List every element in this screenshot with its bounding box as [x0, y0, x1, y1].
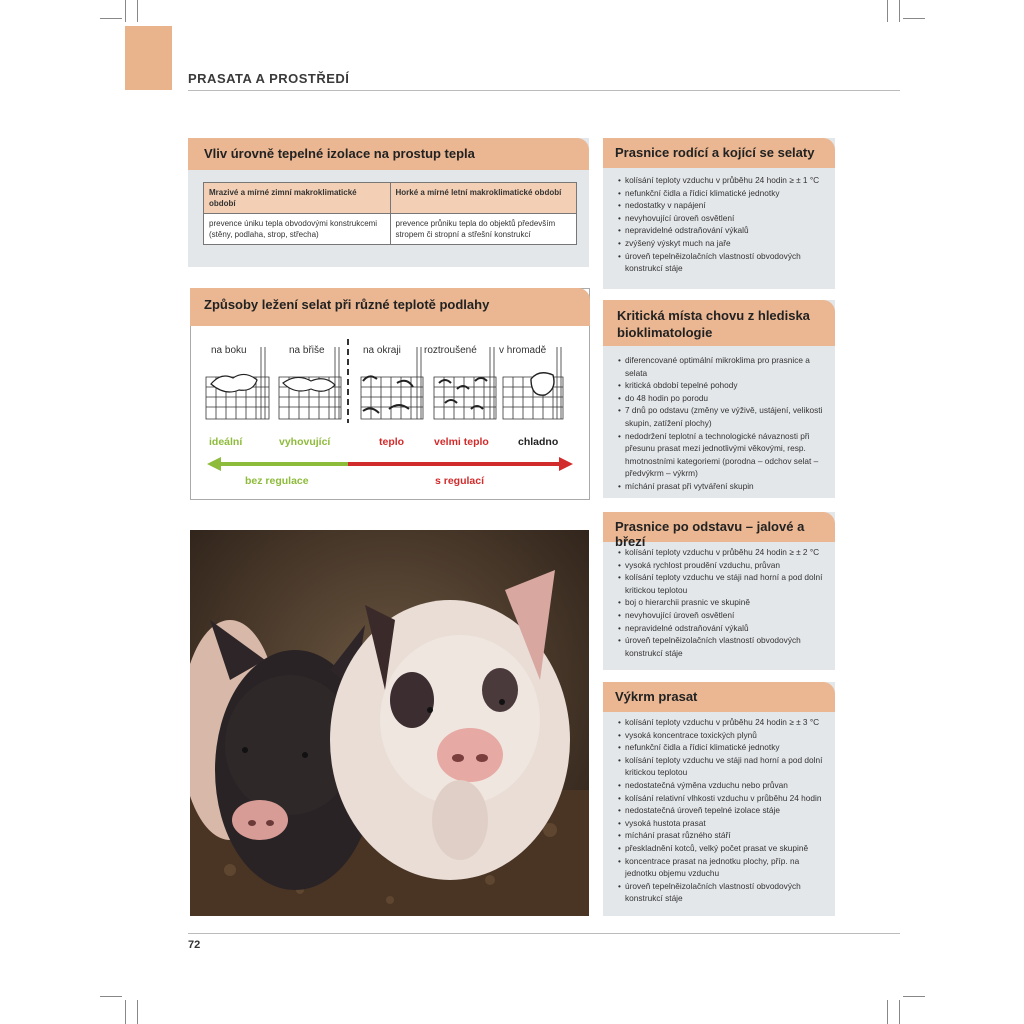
crop-mark — [137, 1000, 138, 1024]
list-item: • nedostatečná výměna vzduchu nebo průvan — [618, 779, 827, 792]
left-arrowhead — [207, 457, 221, 471]
crop-mark — [125, 1000, 126, 1024]
list-item: • míchání prasat při vytváření skupin — [618, 480, 827, 493]
list-item: • kolísání relativní vlhkosti vzduchu v průběhu 24 hodin — [618, 792, 827, 805]
crop-mark — [899, 0, 900, 22]
farrowing-sows-list — [618, 174, 827, 275]
position-label: na boku — [211, 345, 247, 356]
list-item: • 7 dnů po odstavu (změny ve výživě, ustájení, velikosti skupin, zatížení plochy) — [618, 404, 827, 429]
position-label: na okraji — [363, 345, 401, 356]
list-item: • nevyhovující úroveň osvětlení — [618, 212, 827, 225]
footer-rule — [188, 933, 900, 934]
list-item: • nepravidelné odstraňování výkalů — [618, 224, 827, 237]
insulation-panel — [188, 138, 589, 267]
piglets-photo — [190, 530, 589, 916]
list-item: • vysoká rychlost proudění vzduchu, průvan — [618, 559, 827, 572]
list-item: • nedodržení teplotní a technologické návaznosti při přesunu prasat mezi jednotlivými věkovými, resp. hmotnostními kategoriemi (porodna – odchov selat – předvýkrm – výkrm) — [618, 430, 827, 480]
list-item: • přeskladnění kotců, velký počet prasat ve skupině — [618, 842, 827, 855]
table-header-winter: Mrazivé a mírné zimní makroklimatické období — [204, 183, 391, 214]
list-item: • nepravidelné odstraňování výkalů — [618, 622, 827, 635]
regulation-arrows — [191, 453, 589, 477]
crop-mark — [903, 18, 925, 19]
list-item: • úroveň tepelněizolačních vlastností obvodových konstrukcí stáje — [618, 250, 827, 275]
list-item: • kolísání teploty vzduchu v průběhu 24 hodin ≥ ± 2 °C — [618, 546, 827, 559]
position-label: roztroušené — [424, 345, 477, 356]
list-item: • nefunkční čidla a řídicí klimatické jednotky — [618, 187, 827, 200]
list-item: • koncentrace prasat na jednotku plochy, příp. na jednotku objemu vzduchu — [618, 855, 827, 880]
insulation-title: Vliv úrovně tepelné izolace na prostup tepla — [188, 138, 589, 170]
list-item: • míchání prasat různého stáří — [618, 829, 827, 842]
critical-points-title: Kritická místa chovu z hlediska bioklimatologie — [603, 300, 835, 346]
list-item: • úroveň tepelněizolačních vlastností obvodových konstrukcí stáje — [618, 634, 827, 659]
weaned-sows-title: Prasnice po odstavu – jalové a březí — [603, 512, 835, 542]
right-arrowhead — [559, 457, 573, 471]
crop-mark — [887, 0, 888, 22]
crop-mark — [125, 0, 126, 22]
table-cell-summer: prevence průniku tepla do objektů především stropem či stropní a střešní konstrukcí — [390, 214, 577, 245]
no-regulation-label: bez regulace — [245, 475, 309, 487]
crop-mark — [899, 1000, 900, 1024]
list-item: • nefunkční čidla a řídicí klimatické jednotky — [618, 741, 827, 754]
weaned-sows-panel — [603, 512, 835, 670]
list-item: • úroveň tepelněizolačních vlastností obvodových konstrukcí stáje — [618, 880, 827, 905]
critical-points-list — [618, 354, 827, 493]
category-label: chladno — [518, 436, 559, 448]
pen-illustration — [503, 347, 563, 419]
running-header: PRASATA A PROSTŘEDÍ — [188, 71, 350, 86]
page-number: 72 — [188, 939, 201, 951]
list-item: • nevyhovující úroveň osvětlení — [618, 609, 827, 622]
lying-title: Způsoby ležení selat při různé teplotě podlahy — [190, 288, 590, 326]
pen-illustration — [434, 347, 496, 419]
farrowing-sows-title: Prasnice rodící a kojící se selaty — [603, 138, 835, 168]
critical-points-panel — [603, 300, 835, 498]
list-item: • kolísání teploty vzduchu ve stáji nad horní a pod dolní kritickou teplotou — [618, 754, 827, 779]
position-label: na břiše — [289, 345, 325, 356]
list-item: • nedostatečná úroveň tepelné izolace stáje — [618, 804, 827, 817]
list-item: • kolísání teploty vzduchu v průběhu 24 hodin ≥ ± 1 °C — [618, 174, 827, 187]
position-label: v hromadě — [499, 345, 547, 356]
fattening-title: Výkrm prasat — [603, 682, 835, 712]
list-item: • kritická období tepelné pohody — [618, 379, 827, 392]
lying-diagram — [190, 288, 590, 500]
list-item: • diferencované optimální mikroklima pro prasnice a selata — [618, 354, 827, 379]
crop-mark — [100, 18, 122, 19]
pen-illustration — [206, 347, 269, 419]
header-rule — [188, 90, 900, 91]
regulation-label: s regulací — [435, 475, 485, 487]
table-cell-winter: prevence úniku tepla obvodovými konstrukcemi (stěny, podlaha, strop, střecha) — [204, 214, 391, 245]
list-item: • do 48 hodin po porodu — [618, 392, 827, 405]
list-item: • boj o hierarchii prasnic ve skupině — [618, 596, 827, 609]
category-label: teplo — [379, 436, 405, 448]
farrowing-sows-panel — [603, 138, 835, 289]
category-label: vyhovující — [279, 436, 331, 448]
list-item: • kolísání teploty vzduchu v průběhu 24 hodin ≥ ± 3 °C — [618, 716, 827, 729]
list-item: • vysoká hustota prasat — [618, 817, 827, 830]
pen-illustration — [279, 347, 341, 419]
crop-mark — [100, 996, 122, 997]
crop-mark — [887, 1000, 888, 1024]
insulation-table — [203, 182, 577, 245]
list-item: • nedostatky v napájení — [618, 199, 827, 212]
weaned-sows-list — [618, 546, 827, 659]
list-item: • zvýšený výskyt much na jaře — [618, 237, 827, 250]
list-item: • vysoká koncentrace toxických plynů — [618, 729, 827, 742]
fattening-panel — [603, 682, 835, 916]
fattening-list — [618, 716, 827, 905]
header-color-block — [125, 26, 172, 90]
piglet-pens-illustration — [191, 339, 589, 429]
list-item: • kolísání teploty vzduchu ve stáji nad horní a pod dolní kritickou teplotou — [618, 571, 827, 596]
crop-mark — [137, 0, 138, 22]
crop-mark — [903, 996, 925, 997]
category-label: ideální — [209, 436, 243, 448]
pen-illustration — [361, 347, 423, 419]
table-header-summer: Horké a mírné letní makroklimatické období — [390, 183, 577, 214]
category-label: velmi teplo — [434, 436, 489, 448]
